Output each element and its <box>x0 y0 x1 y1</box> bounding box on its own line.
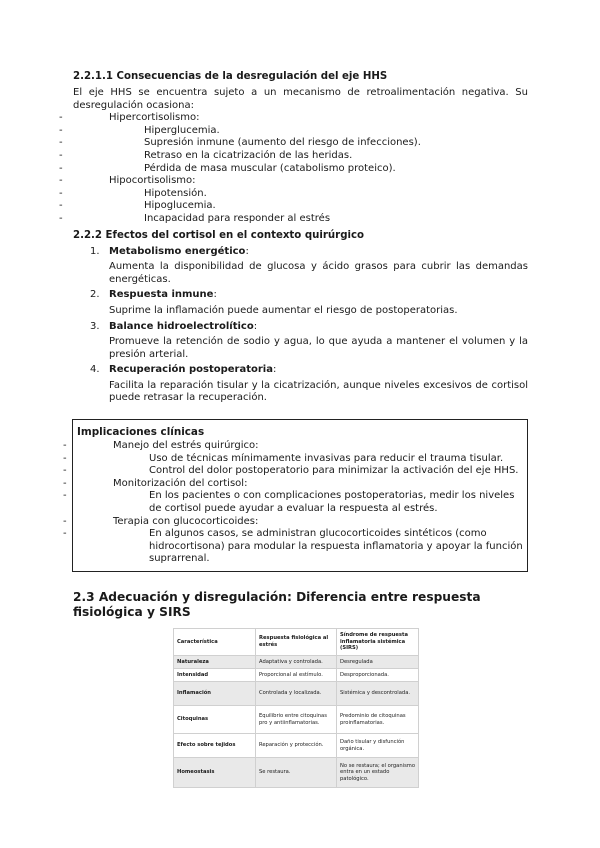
table-row <box>174 758 419 788</box>
box-title: Implicaciones clínicas <box>77 426 205 439</box>
item-title: Metabolismo energético <box>109 245 246 257</box>
table-cell: Controlada y localizada. <box>256 682 337 706</box>
table-cell: Intensidad <box>174 669 256 682</box>
comparison-table-wrapper <box>173 628 419 788</box>
list-item: - Terapia con glucocorticoides: <box>77 516 527 529</box>
column-header: Síndrome de respuesta inflamatoria sistémica (SIRS) <box>337 629 419 656</box>
section-heading-2-2-1-1: 2.2.1.1 Consecuencias de la desregulación del eje HHS <box>73 71 388 82</box>
table-cell: Se restaura. <box>256 758 337 788</box>
table-row <box>174 656 419 669</box>
list-subitem: - Control del dolor postoperatorio para minimizar la activación del eje HHS. <box>77 465 527 478</box>
table-cell: Inflamación <box>174 682 256 706</box>
table-cell: Predominio de citoquinas proinflamatorias. <box>337 706 419 734</box>
section-intro-paragraph: El eje HHS se encuentra sujeto a un mecanismo de retroalimentación negativa. Su desregulación ocasiona: <box>73 87 528 111</box>
table-row <box>174 682 419 706</box>
table-cell: Adaptativa y controlada. <box>256 656 337 669</box>
comparison-table <box>173 628 419 788</box>
list-subitem: - Supresión inmune (aumento del riesgo de infecciones). <box>73 137 528 150</box>
list-item: - Hipocortisolismo: <box>73 175 528 188</box>
list-item: 2. Respuesta inmune: Suprime la inflamación puede aumentar el riesgo de postoperatorias. <box>73 289 528 317</box>
table-cell: Reparación y protección. <box>256 734 337 758</box>
list-item: 3. Balance hidroelectrolítico: Promueve la retención de sodio y agua, lo que ayuda a mantener el volumen y la presión arterial. <box>90 320 528 360</box>
list-item: 1. Metabolismo energético: Aumenta la disponibilidad de glucosa y ácido grasos para cubrir las demandas energéticas. <box>90 245 528 285</box>
table-cell: Naturaleza <box>174 656 256 669</box>
table-cell: Desregulada <box>337 656 419 669</box>
list-item: 4. Recuperación postoperatoria: Facilita la reparación tisular y la cicatrización, aunque niveles excesivos de cortisol puede retrasar la recuperación. <box>90 364 528 404</box>
item-text: Facilita la reparación tisular y la cicatrización, aunque niveles excesivos de cortisol puede retrasar la recuperación. <box>109 379 528 404</box>
list-subitem: - Hipoglucemia. <box>73 200 528 213</box>
item-title: Balance hidroelectrolítico <box>109 320 254 332</box>
clinical-implications-box <box>72 419 528 572</box>
list-subitem: - Retraso en la cicatrización de las heridas. <box>73 150 528 163</box>
dysregulation-list <box>73 112 528 225</box>
table-cell: Citoquinas <box>174 706 256 734</box>
column-header: Característica <box>174 629 256 656</box>
table-cell: Efecto sobre tejidos <box>174 734 256 758</box>
item-title: Recuperación postoperatoria <box>109 364 273 376</box>
table-cell: Desproporcionada. <box>337 669 419 682</box>
list-subitem: - Pérdida de masa muscular (catabolismo proteico). <box>73 163 528 176</box>
table-row <box>174 734 419 758</box>
list-subitem: - Incapacidad para responder al estrés <box>73 213 528 226</box>
table-cell: No se restaura; el organismo entra en un estado patológico. <box>337 758 419 788</box>
list-subitem: - Uso de técnicas mínimamente invasivas para reducir el trauma tisular. <box>77 453 527 466</box>
list-item: - Hipercortisolismo: <box>73 112 528 125</box>
table-row <box>174 706 419 734</box>
list-subitem: - Hiperglucemia. <box>73 125 528 138</box>
table-row <box>174 669 419 682</box>
item-title: Respuesta inmune <box>109 289 214 301</box>
item-text: Suprime la inflamación puede aumentar el riesgo de postoperatorias. <box>109 304 458 316</box>
item-text: Aumenta la disponibilidad de glucosa y ácido grasos para cubrir las demandas energéticas. <box>109 261 528 285</box>
table-header-row <box>174 629 419 656</box>
table-cell: Equilibrio entre citoquinas pro y antiinflamatorias. <box>256 706 337 734</box>
column-header: Respuesta fisiológica al estrés <box>256 629 337 656</box>
table-cell: Daño tisular y disfunción orgánica. <box>337 734 419 758</box>
list-subitem: - En los pacientes o con complicaciones postoperatorias, medir los niveles de cortisol puede ayudar a evaluar la respuesta al estrés. <box>77 490 527 515</box>
table-cell: Sistémica y descontrolada. <box>337 682 419 706</box>
list-subitem: - Hipotensión. <box>73 188 528 201</box>
section-heading-2-3: 2.3 Adecuación y disregulación: Diferencia entre respuesta fisiológica y SIRS <box>73 590 481 619</box>
section-heading-2-2-2: 2.2.2 Efectos del cortisol en el contexto quirúrgico <box>73 229 365 241</box>
page-content <box>73 70 528 788</box>
list-item: - Monitorización del cortisol: <box>77 478 527 491</box>
table-cell: Proporcional al estímulo. <box>256 669 337 682</box>
list-item: - Manejo del estrés quirúrgico: <box>77 440 527 453</box>
clinical-list <box>77 440 527 566</box>
list-subitem: - En algunos casos, se administran glucocorticoides sintéticos (como hidrocortisona) para modular la respuesta inflamatoria y apoyar la función suprarrenal. <box>77 528 527 566</box>
cortisol-effects-list <box>73 246 528 406</box>
table-cell: Homeostasis <box>174 758 256 788</box>
item-text: Promueve la retención de sodio y agua, lo que ayuda a mantener el volumen y la presión arterial. <box>109 336 528 360</box>
